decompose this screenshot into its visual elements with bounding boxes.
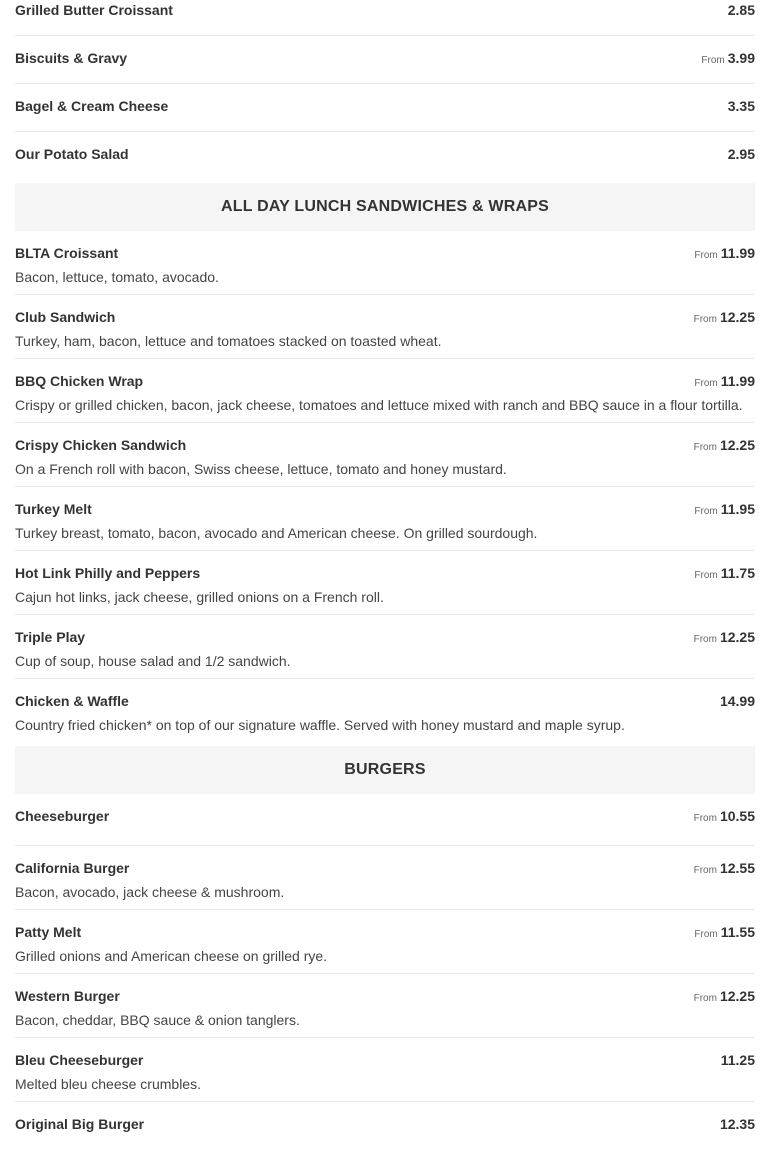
menu-item[interactable]	[15, 974, 755, 1038]
item-price	[694, 988, 755, 1007]
price-value: 10.55	[719, 808, 755, 824]
item-name: Original Big Burger	[15, 1116, 145, 1132]
item-description: Cup of soup, house salad and 1/2 sandwich.	[15, 653, 291, 669]
item-description: Turkey, ham, bacon, lettuce and tomatoes stacked on toasted wheat.	[15, 333, 442, 349]
item-name: BBQ Chicken Wrap	[15, 373, 144, 389]
price-value: 11.55	[720, 924, 755, 940]
item-description: Bacon, lettuce, tomato, avocado.	[15, 269, 219, 285]
item-price	[694, 924, 755, 943]
price-from-label: From	[693, 634, 717, 645]
item-price	[725, 146, 755, 165]
item-name: Western Burger	[15, 988, 120, 1004]
item-price	[694, 565, 755, 584]
menu-item[interactable]	[15, 679, 755, 743]
item-price	[694, 808, 755, 827]
item-description: Melted bleu cheese crumbles.	[15, 1076, 201, 1092]
menu-item[interactable]	[15, 132, 755, 180]
item-price	[694, 629, 755, 648]
menu-item[interactable]	[15, 36, 755, 84]
item-name: Turkey Melt	[15, 501, 92, 517]
menu-item[interactable]	[15, 84, 755, 132]
price-value: 2.95	[727, 146, 755, 162]
item-price	[725, 98, 755, 117]
price-from-label: From	[693, 993, 717, 1004]
price-value: 11.99	[720, 373, 755, 389]
item-name: Grilled Butter Croissant	[15, 2, 173, 18]
menu-item[interactable]	[15, 423, 755, 487]
item-name: Patty Melt	[15, 924, 82, 940]
price-from-label: From	[693, 813, 717, 824]
item-price	[718, 1052, 755, 1071]
price-value: 12.25	[719, 437, 755, 453]
item-name: California Burger	[15, 860, 130, 876]
price-value: 14.99	[719, 693, 755, 709]
price-value: 11.95	[720, 501, 755, 517]
price-from-label: From	[694, 250, 718, 261]
menu-item[interactable]	[15, 231, 755, 295]
menu-item[interactable]	[15, 910, 755, 974]
price-value: 12.25	[719, 309, 755, 325]
item-price	[717, 1116, 755, 1135]
price-value: 11.75	[720, 565, 755, 581]
item-description: Crispy or grilled chicken, bacon, jack cheese, tomatoes and lettuce mixed with ranch and BBQ sauce in a flour tortilla.	[15, 397, 743, 413]
menu-item[interactable]	[15, 487, 755, 551]
price-from-label: From	[693, 865, 717, 876]
menu-item[interactable]	[15, 1038, 755, 1102]
item-description: Turkey breast, tomato, bacon, avocado and American cheese. On grilled sourdough.	[15, 525, 538, 541]
price-value: 11.99	[720, 245, 755, 261]
section-header-burgers: BURGERS	[15, 746, 755, 794]
menu-item[interactable]	[15, 615, 755, 679]
menu-item[interactable]	[15, 551, 755, 615]
item-name: Biscuits & Gravy	[15, 50, 128, 66]
price-value: 12.25	[719, 629, 755, 645]
price-value: 12.25	[719, 988, 755, 1004]
item-price	[717, 693, 755, 712]
section-header-sandwiches: ALL DAY LUNCH SANDWICHES & WRAPS	[15, 183, 755, 231]
item-price	[694, 501, 755, 520]
price-value: 3.35	[727, 98, 755, 114]
menu-item[interactable]	[15, 846, 755, 910]
item-description: On a French roll with bacon, Swiss cheese, lettuce, tomato and honey mustard.	[15, 461, 507, 477]
item-name: Triple Play	[15, 629, 86, 645]
item-name: Our Potato Salad	[15, 146, 129, 162]
item-price	[701, 50, 755, 69]
item-name: Bagel & Cream Cheese	[15, 98, 169, 114]
item-name: Hot Link Philly and Peppers	[15, 565, 201, 581]
price-from-label: From	[694, 570, 718, 581]
price-from-label: From	[694, 506, 718, 517]
item-name: Bleu Cheeseburger	[15, 1052, 144, 1068]
price-value: 3.99	[727, 50, 755, 66]
item-description: Grilled onions and American cheese on grilled rye.	[15, 948, 328, 964]
menu-item[interactable]	[15, 295, 755, 359]
price-value: 12.55	[719, 860, 755, 876]
item-description: Country fried chicken* on top of our signature waffle. Served with honey mustard and maple syrup.	[15, 717, 625, 733]
item-description: Bacon, cheddar, BBQ sauce & onion tanglers.	[15, 1012, 300, 1028]
price-from-label: From	[693, 442, 717, 453]
item-name: Chicken & Waffle	[15, 693, 129, 709]
item-price	[694, 309, 755, 328]
menu-item[interactable]	[15, 794, 755, 846]
item-name: Crispy Chicken Sandwich	[15, 437, 187, 453]
price-value: 12.35	[719, 1116, 755, 1132]
price-value: 11.25	[720, 1052, 755, 1068]
menu-item[interactable]	[15, 1102, 755, 1166]
item-price	[694, 245, 755, 264]
item-description: Bacon, avocado, jack cheese & mushroom.	[15, 884, 285, 900]
item-name: Cheeseburger	[15, 808, 110, 824]
item-name: BLTA Croissant	[15, 245, 119, 261]
menu-item[interactable]	[15, 359, 755, 423]
price-from-label: From	[694, 929, 718, 940]
item-price	[694, 373, 755, 392]
item-price	[725, 2, 755, 21]
item-description: Cajun hot links, jack cheese, grilled onions on a French roll.	[15, 589, 384, 605]
price-value: 2.85	[727, 2, 755, 18]
item-price	[694, 860, 755, 879]
menu-list	[15, 0, 755, 1166]
price-from-label: From	[693, 314, 717, 325]
item-price	[694, 437, 755, 456]
menu-item[interactable]	[15, 0, 755, 36]
item-name: Club Sandwich	[15, 309, 116, 325]
price-from-label: From	[694, 378, 718, 389]
price-from-label: From	[701, 55, 725, 66]
